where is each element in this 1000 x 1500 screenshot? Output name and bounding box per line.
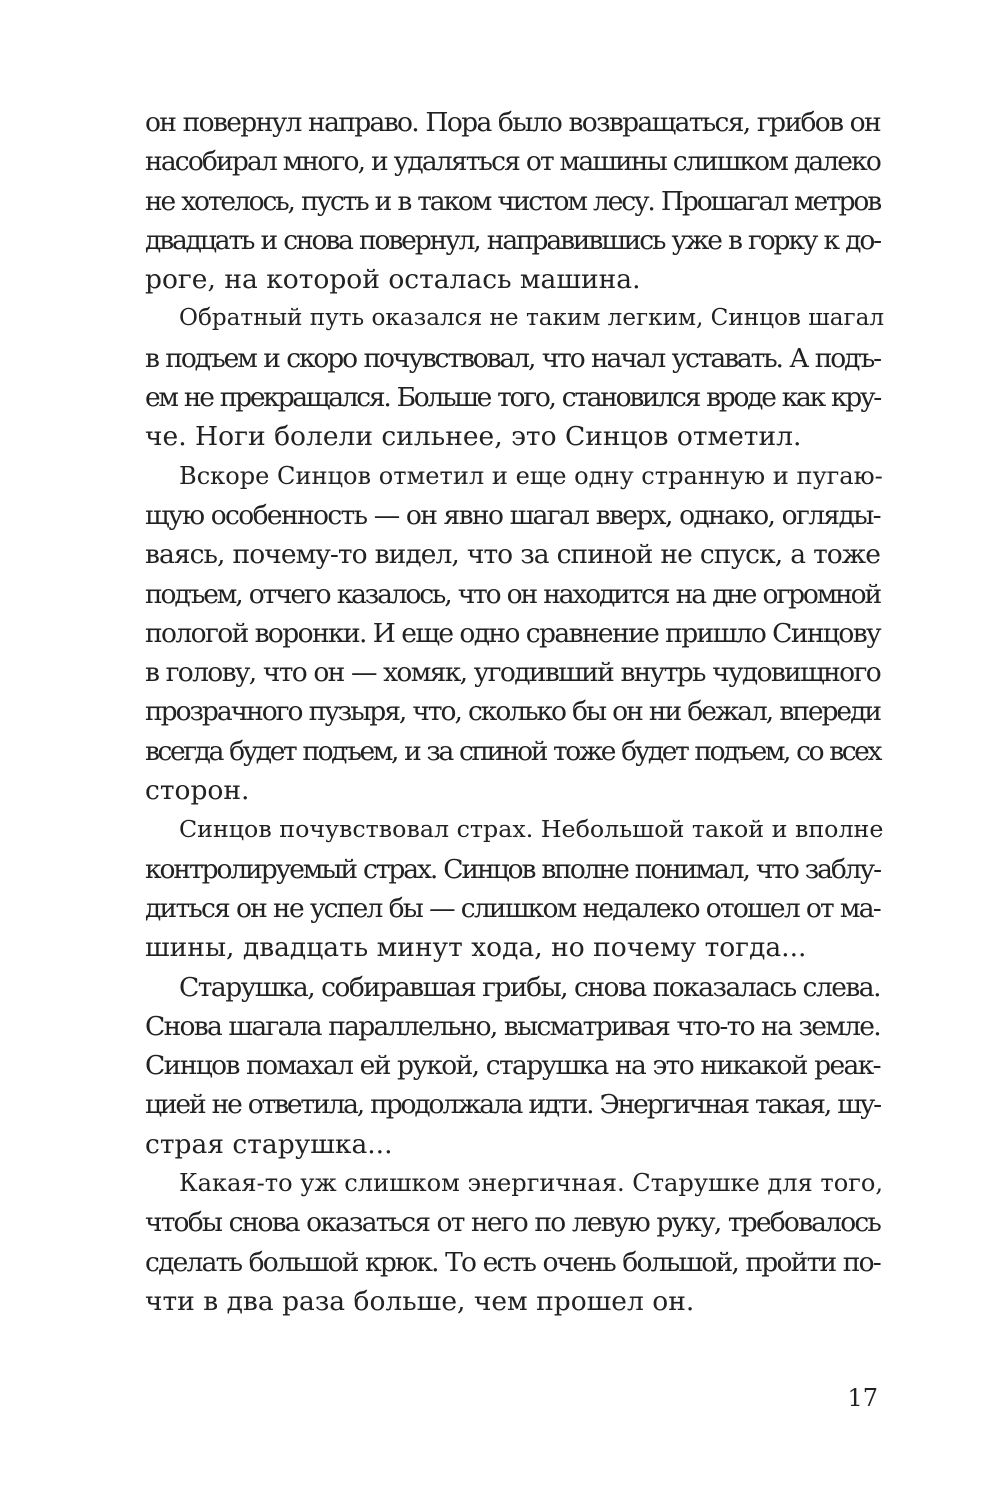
text-line: всегда будет подъем, и за спиной тоже будет подъем, со всех	[145, 735, 880, 767]
text-line: Обратный путь оказался не таким легким, Синцов шагал	[179, 305, 885, 332]
text-line: страя старушка...	[145, 1128, 393, 1160]
text-line: цией не ответила, продолжала идти. Энергичная такая, шу-	[145, 1089, 880, 1121]
text-line: Снова шагала параллельно, высматривая что-то на земле.	[145, 1010, 880, 1042]
text-line: прозрачного пузыря, что, сколько бы он ни бежал, впереди	[145, 696, 880, 728]
text-line: он повернул направо. Пора было возвращаться, грибов он	[145, 107, 880, 138]
page-number: 17	[847, 1384, 878, 1412]
text-line: контролируемый страх. Синцов вполне понимал, что заблу-	[145, 853, 880, 885]
text-line: не хотелось, пусть и в таком чистом лесу. Прошагал метров	[145, 185, 880, 217]
text-line: насобирал много, и удаляться от машины слишком далеко	[145, 146, 880, 178]
text-line: чтобы снова оказаться от него по левую руку, требовалось	[145, 1207, 880, 1239]
text-line: че. Ноги болели сильнее, это Синцов отметил.	[145, 421, 802, 453]
body-text	[145, 103, 885, 1321]
text-line: диться он не успел бы — слишком недалеко отошел от ма-	[145, 892, 880, 924]
text-line: роге, на которой осталась машина.	[145, 264, 641, 296]
text-line: Синцов почувствовал страх. Небольшой такой и вполне	[179, 815, 884, 844]
text-line: в подъем и скоро почувствовал, что начал уставать. А подъ-	[145, 342, 880, 374]
text-line: Вскоре Синцов отметил и еще одну странную и пугаю-	[179, 461, 883, 490]
text-line: щую особенность — он явно шагал вверх, однако, огляды-	[145, 499, 880, 531]
text-line: подъем, отчего казалось, что он находится на дне огромной	[145, 578, 880, 610]
text-line: Старушка, собиравшая грибы, снова показалась слева.	[179, 971, 880, 1003]
text-line: чти в два раза больше, чем прошел он.	[145, 1285, 695, 1317]
text-line: в голову, что он — хомяк, угодивший внутрь чудовищного	[145, 657, 880, 689]
text-line: ем не прекращался. Больше того, становился вроде как кру-	[145, 382, 880, 414]
text-line: ваясь, почему-то видел, что за спиной не спуск, а тоже	[145, 539, 880, 571]
text-line: Синцов помахал ей рукой, старушка на это никакой реак-	[145, 1050, 880, 1082]
text-line: пологой воронки. И еще одно сравнение пришло Синцову	[145, 617, 880, 649]
text-line: двадцать и снова повернул, направившись уже в горку к до-	[145, 224, 880, 256]
text-line: сторон.	[145, 775, 250, 807]
text-line: сделать большой крюк. То есть очень большой, пройти по-	[145, 1246, 880, 1278]
text-line: шины, двадцать минут хода, но почему тогда...	[145, 932, 807, 964]
text-line: Какая-то уж слишком энергичная. Старушке для того,	[179, 1169, 884, 1198]
